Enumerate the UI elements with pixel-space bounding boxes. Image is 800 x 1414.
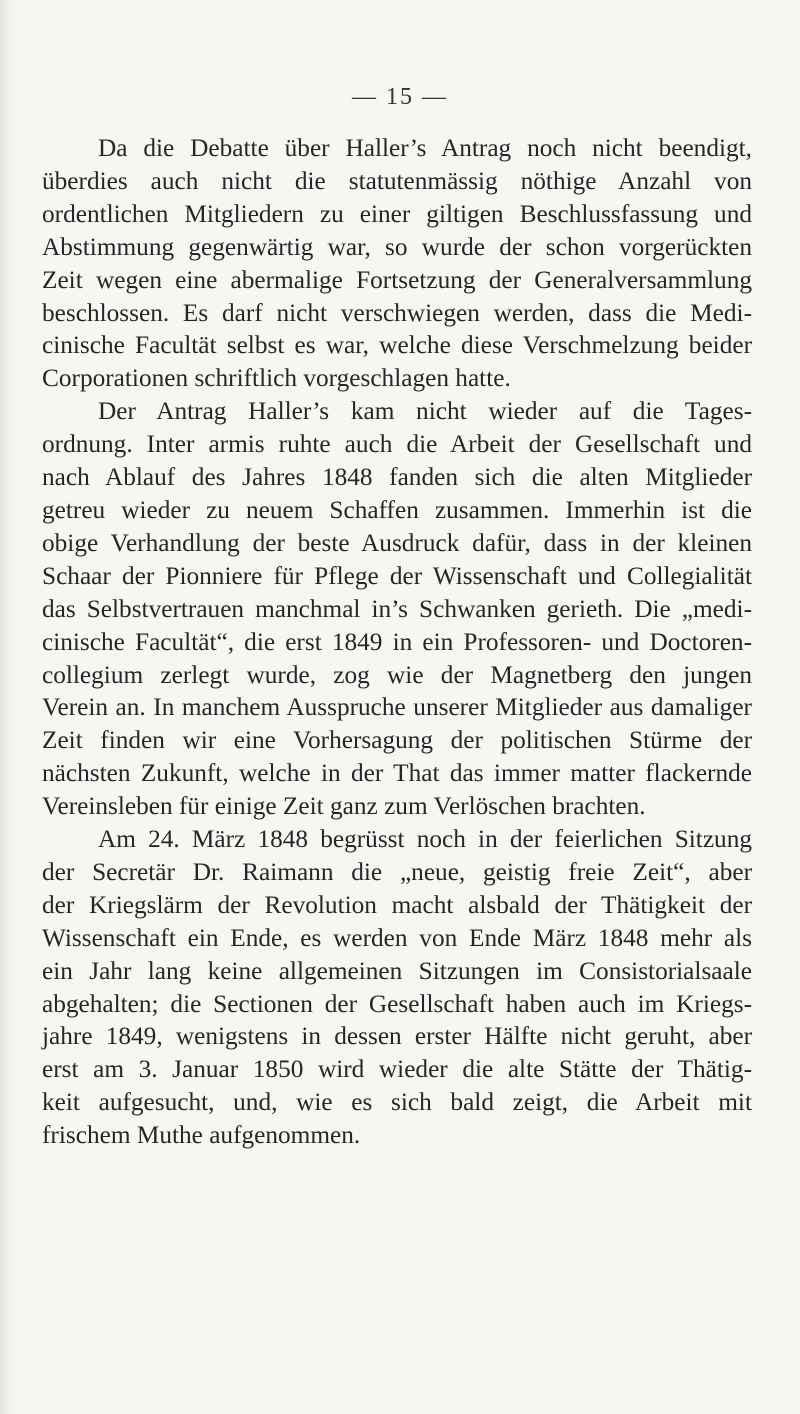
text-line: getreu wieder zu neuem Schaffen zusammen. Immerhin ist die [42, 495, 752, 524]
text-line: ein Jahr lang keine allgemeinen Sitzungen im Consistorialsaale [42, 956, 752, 985]
text-line: obige Verhandlung der beste Ausdruck dafür, dass in der kleinen [42, 528, 752, 557]
text-line: ordnung. Inter armis ruhte auch die Arbeit der Gesellschaft und [42, 430, 752, 459]
text-line: Am 24. März 1848 begrüsst noch in der feierlichen Sitzung [98, 825, 752, 854]
text-line: frischem Muthe aufgenommen. [42, 1121, 361, 1150]
text-line: abgehalten; die Sectionen der Gesellschaft haben auch im Kriegs- [42, 989, 752, 1018]
text-line: Verein an. In manchem Ausspruche unserer Mitglieder aus damaliger [42, 693, 752, 722]
text-line: das Selbstvertrauen manchmal in’s Schwanken gerieth. Die „medi- [42, 594, 752, 623]
text-line: Zeit wegen eine abermalige Fortsetzung der Generalversammlung [42, 265, 752, 294]
text-line: Da die Debatte über Haller’s Antrag noch nicht beendigt, [98, 134, 752, 162]
body-text [42, 132, 752, 1152]
text-line: nächsten Zukunft, welche in der That das immer matter flackernde [42, 759, 752, 788]
text-line: Corporationen schriftlich vorgeschlagen hatte. [42, 364, 511, 393]
text-line: Der Antrag Haller’s kam nicht wieder auf die Tages- [98, 397, 752, 426]
text-line: Schaar der Pionniere für Pflege der Wissenschaft und Collegialität [42, 561, 752, 590]
text-line: beschlossen. Es darf nicht verschwiegen werden, dass die Medi- [42, 298, 752, 327]
text-line: Wissenschaft ein Ende, es werden von Ende März 1848 mehr als [42, 923, 752, 952]
text-line: Zeit finden wir eine Vorhersagung der politischen Stürme der [42, 726, 752, 755]
text-line: erst am 3. Januar 1850 wird wieder die alte Stätte der Thätig- [42, 1055, 752, 1084]
page-gutter-shadow [0, 0, 14, 1414]
text-line: Vereinsleben für einige Zeit ganz zum Verlöschen brachten. [42, 792, 646, 821]
text-line: keit aufgesucht, und, wie es sich bald zeigt, die Arbeit mit [42, 1088, 752, 1117]
text-line: überdies auch nicht die statutenmässig nöthige Anzahl von [42, 166, 752, 195]
text-line: nach Ablauf des Jahres 1848 fanden sich die alten Mitglieder [42, 463, 752, 492]
text-line: der Kriegslärm der Revolution macht alsbald der Thätigkeit der [42, 890, 752, 919]
text-line: cinische Facultät selbst es war, welche diese Verschmelzung beider [42, 331, 752, 360]
text-line: jahre 1849, wenigstens in dessen erster Hälfte nicht geruht, aber [42, 1022, 752, 1051]
page-number: — 15 — [352, 84, 448, 110]
text-line: collegium zerlegt wurde, zog wie der Magnetberg den jungen [42, 660, 752, 689]
text-line: der Secretär Dr. Raimann die „neue, geistig freie Zeit“, aber [42, 857, 752, 886]
text-line: cinische Facultät“, die erst 1849 in ein Professoren- und Doctoren- [42, 627, 752, 656]
text-line: ordentlichen Mitgliedern zu einer giltigen Beschlussfassung und [42, 199, 752, 228]
text-line: Abstimmung gegenwärtig war, so wurde der schon vorgerückten [42, 232, 752, 261]
